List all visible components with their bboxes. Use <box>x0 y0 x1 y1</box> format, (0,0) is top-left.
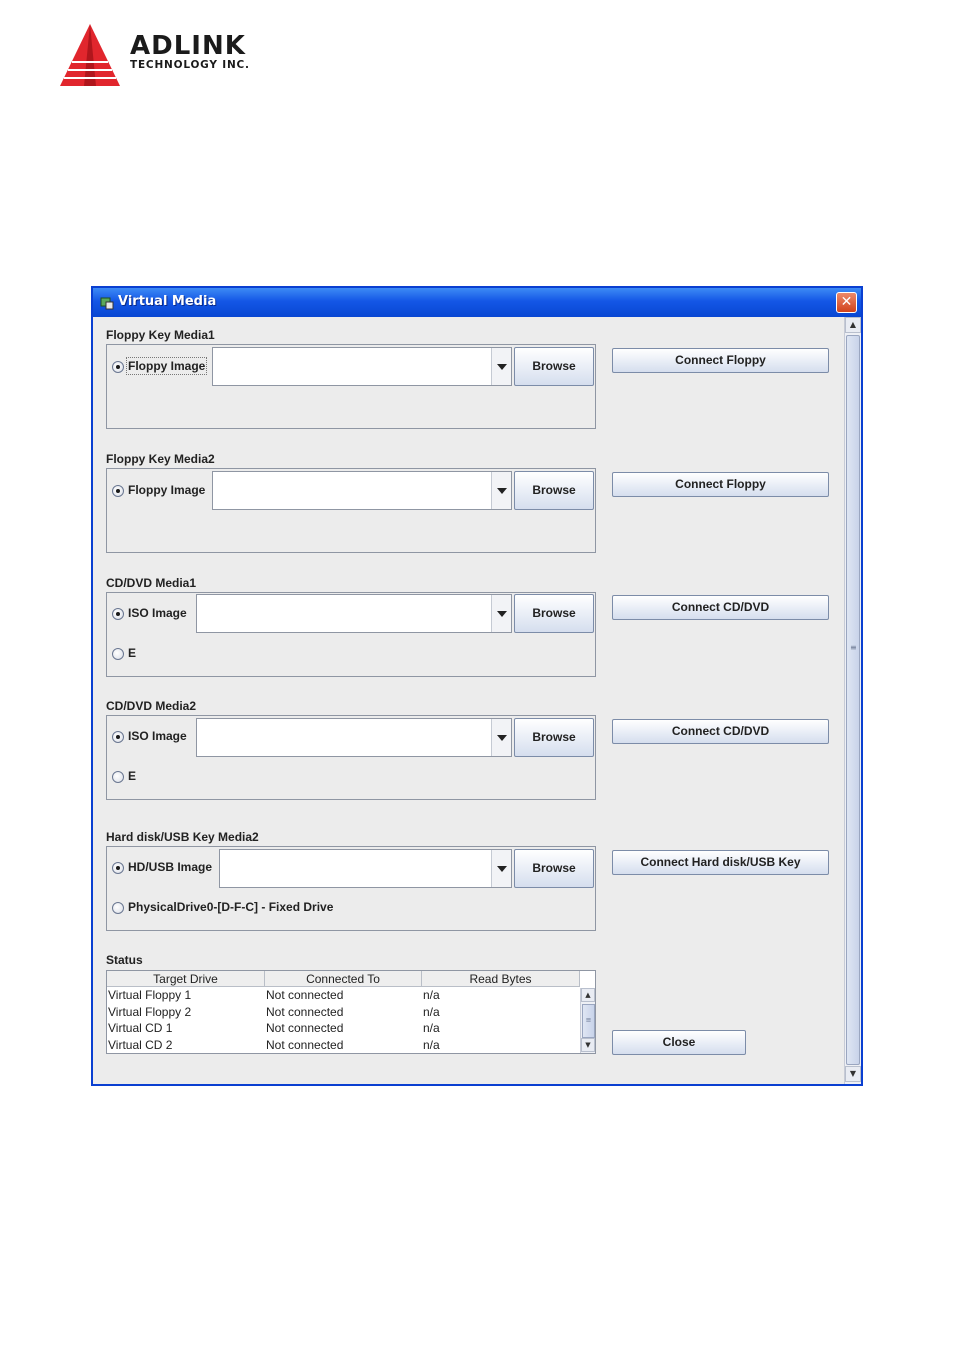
table-cell: Not connected <box>266 1021 344 1035</box>
chevron-down-icon[interactable] <box>491 472 511 509</box>
table-cell: Virtual CD 1 <box>108 1021 173 1035</box>
scroll-up-icon[interactable]: ▲ <box>845 317 861 333</box>
status-label: Status <box>106 953 143 967</box>
radio-floppy1-image[interactable] <box>112 361 124 373</box>
section-label-hdusb: Hard disk/USB Key Media2 <box>106 830 259 844</box>
section-label-cddvd1: CD/DVD Media1 <box>106 576 197 590</box>
status-table <box>106 970 596 1054</box>
connect-cddvd2-button[interactable]: Connect CD/DVD <box>612 719 829 744</box>
scroll-up-icon[interactable]: ▲ <box>581 988 595 1002</box>
close-button[interactable]: Close <box>612 1030 746 1055</box>
browse-button-hdusb[interactable]: Browse <box>514 849 594 888</box>
radio-label[interactable]: E <box>128 646 137 660</box>
radio-hdusb-physical[interactable] <box>112 902 124 914</box>
section-label-cddvd2: CD/DVD Media2 <box>106 699 197 713</box>
hdusb-path-combo[interactable] <box>219 849 512 888</box>
connect-hdusb-button[interactable]: Connect Hard disk/USB Key <box>612 850 829 875</box>
radio-cddvd2-iso[interactable] <box>112 731 124 743</box>
title-bar[interactable] <box>93 288 861 317</box>
chevron-down-icon[interactable] <box>491 348 511 385</box>
scroll-down-icon[interactable]: ▼ <box>845 1066 861 1082</box>
chevron-down-icon[interactable] <box>491 595 511 632</box>
table-cell: Virtual CD 2 <box>108 1038 173 1052</box>
window-scrollbar[interactable] <box>844 317 861 1084</box>
radio-hdusb-image[interactable] <box>112 862 124 874</box>
column-header[interactable]: Target Drive <box>107 971 265 987</box>
column-header[interactable]: Read Bytes <box>422 971 580 987</box>
brand-name: ADLINK <box>130 31 246 61</box>
chevron-down-icon[interactable] <box>491 850 511 887</box>
window-title: Virtual Media <box>118 294 217 309</box>
column-header[interactable]: Connected To <box>265 971 422 987</box>
table-cell: Virtual Floppy 2 <box>108 1005 192 1019</box>
radio-label[interactable]: E <box>128 769 137 783</box>
cddvd2-path-combo[interactable] <box>196 718 512 757</box>
radio-cddvd1-iso[interactable] <box>112 608 124 620</box>
connect-floppy1-button[interactable]: Connect Floppy <box>612 348 829 373</box>
radio-label[interactable]: Floppy Image <box>128 483 206 497</box>
radio-label[interactable]: ISO Image <box>128 729 187 743</box>
table-cell: Not connected <box>266 988 344 1002</box>
table-cell: Virtual Floppy 1 <box>108 988 192 1002</box>
scrollbar-thumb[interactable]: ≡ <box>582 1004 595 1038</box>
close-icon[interactable]: ✕ <box>836 292 857 313</box>
radio-cddvd2-drive[interactable] <box>112 771 124 783</box>
table-scrollbar[interactable] <box>580 988 595 1053</box>
radio-label[interactable]: HD/USB Image <box>128 860 213 874</box>
scroll-down-icon[interactable]: ▼ <box>581 1038 595 1052</box>
browse-button-floppy1[interactable]: Browse <box>514 347 594 386</box>
table-cell: n/a <box>423 988 440 1002</box>
cddvd1-path-combo[interactable] <box>196 594 512 633</box>
adlink-logo <box>58 22 278 88</box>
scrollbar-thumb[interactable] <box>846 335 860 1065</box>
section-label-floppy1: Floppy Key Media1 <box>106 328 215 342</box>
connect-cddvd1-button[interactable]: Connect CD/DVD <box>612 595 829 620</box>
browse-button-floppy2[interactable]: Browse <box>514 471 594 510</box>
section-label-floppy2: Floppy Key Media2 <box>106 452 215 466</box>
grip-icon: ≡ <box>850 643 857 652</box>
radio-floppy2-image[interactable] <box>112 485 124 497</box>
browse-button-cddvd1[interactable]: Browse <box>514 594 594 633</box>
brand-subtitle: TECHNOLOGY INC. <box>130 59 250 71</box>
radio-cddvd1-drive[interactable] <box>112 648 124 660</box>
floppy2-path-combo[interactable] <box>212 471 512 510</box>
app-icon <box>100 295 114 309</box>
table-cell: n/a <box>423 1021 440 1035</box>
table-cell: Not connected <box>266 1038 344 1052</box>
connect-floppy2-button[interactable]: Connect Floppy <box>612 472 829 497</box>
browse-button-cddvd2[interactable]: Browse <box>514 718 594 757</box>
radio-label[interactable]: Floppy Image <box>128 359 206 373</box>
radio-label[interactable]: ISO Image <box>128 606 187 620</box>
table-cell: n/a <box>423 1005 440 1019</box>
floppy1-path-combo[interactable] <box>212 347 512 386</box>
adlink-triangle-icon <box>58 22 126 88</box>
table-cell: Not connected <box>266 1005 344 1019</box>
table-cell: n/a <box>423 1038 440 1052</box>
chevron-down-icon[interactable] <box>491 719 511 756</box>
radio-label[interactable]: PhysicalDrive0-[D-F-C] - Fixed Drive <box>128 900 334 914</box>
